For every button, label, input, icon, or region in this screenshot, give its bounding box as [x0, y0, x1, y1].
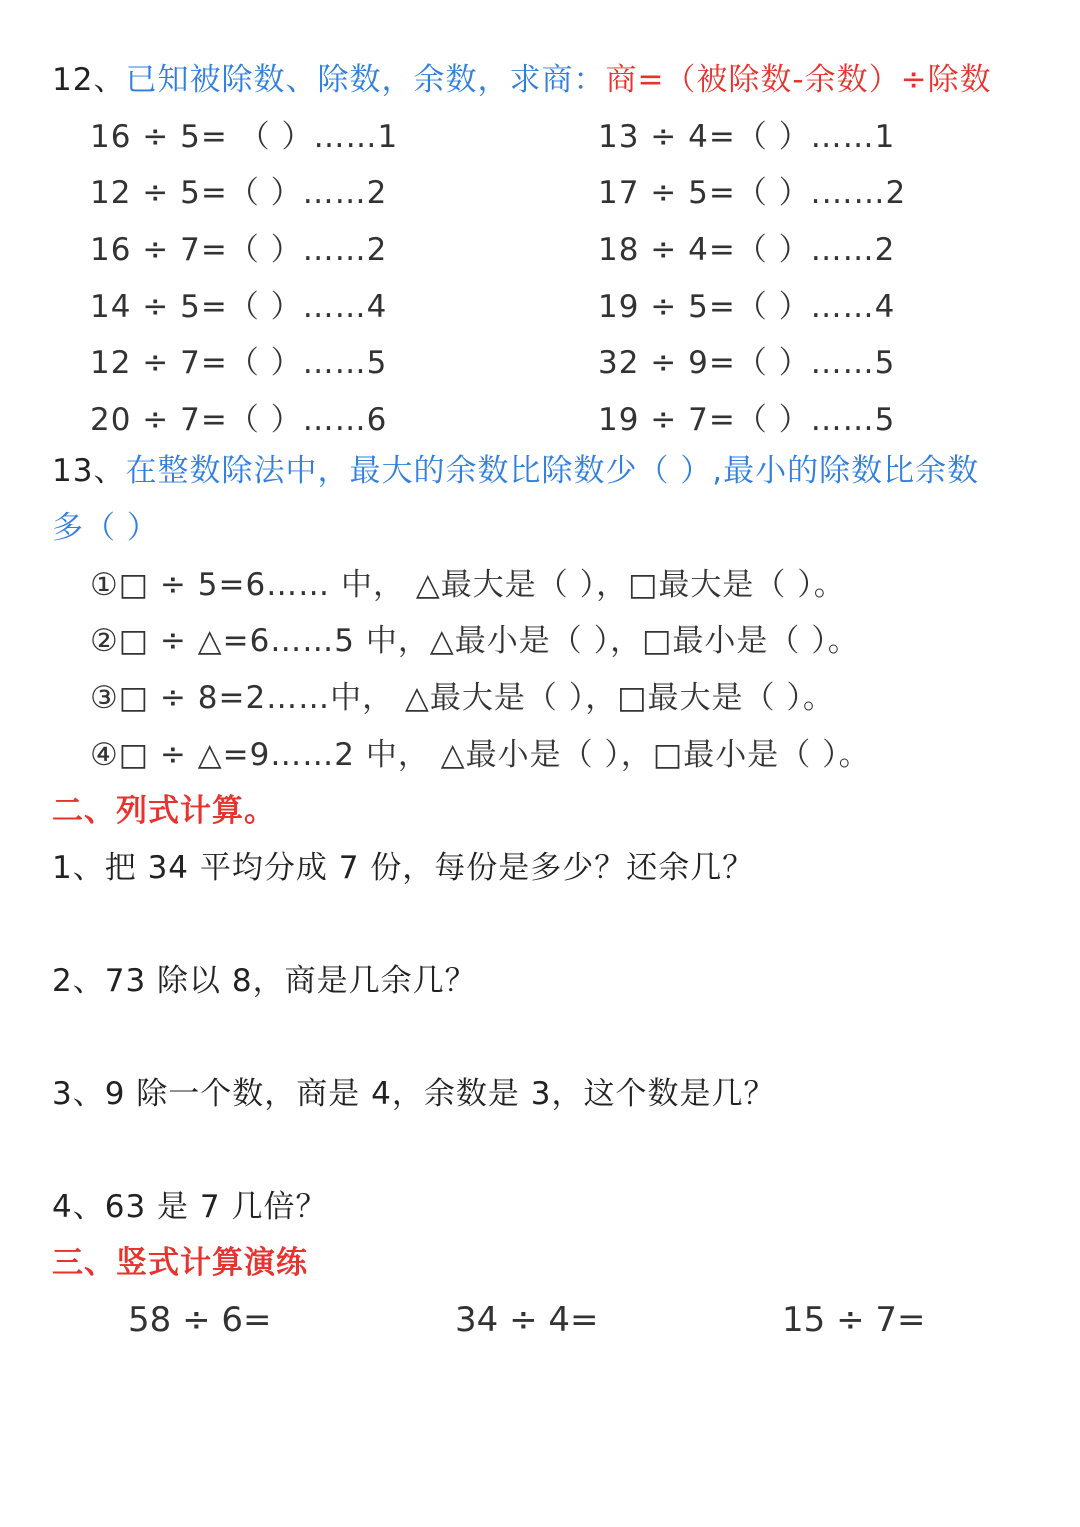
- q13-text-line1: 在整数除法中，最大的余数比除数少（ ）,最小的除数比余数: [125, 453, 980, 489]
- section3-heading: 三、竖式计算演练: [52, 1245, 308, 1281]
- q13-item-4: ④□ ÷ △=9……2 中， △最小是（ ），□最小是（ ）。: [90, 737, 871, 773]
- q12-left-eq-5: 12 ÷ 7=（ ）……5: [90, 345, 388, 381]
- q12-left-eq-6: 20 ÷ 7=（ ）……6: [90, 402, 388, 438]
- q12-text: 已知被除数、除数，余数，求商：: [125, 62, 606, 98]
- section2-question-3: 3、9 除一个数，商是 4，余数是 3，这个数是几？: [52, 1076, 776, 1112]
- q12-right-eq-3: 18 ÷ 4=（ ）……2: [598, 232, 896, 268]
- section2-question-1: 1、把 34 平均分成 7 份，每份是多少？还余几？: [52, 850, 755, 886]
- q12-right-eq-2: 17 ÷ 5=（ ）.……2: [598, 175, 907, 211]
- vertical-problem-1: 58 ÷ 6=: [128, 1300, 272, 1340]
- q13-item-1: ①□ ÷ 5=6…… 中， △最大是（ ），□最大是（ ）。: [90, 567, 846, 603]
- q13-header: [52, 451, 979, 491]
- q12-left-eq-2: 12 ÷ 5=（ ）……2: [90, 175, 388, 211]
- q12-header: [52, 60, 992, 100]
- q13-number: 13、: [52, 453, 126, 489]
- q12-left-eq-4: 14 ÷ 5=（ ）……4: [90, 289, 388, 325]
- q12-right-eq-1: 13 ÷ 4=（ ）……1: [598, 119, 896, 155]
- q13-item-2: ②□ ÷ △=6……5 中，△最小是（ ），□最小是（ ）。: [90, 623, 860, 659]
- section2-question-2: 2、73 除以 8，商是几余几？: [52, 963, 477, 999]
- q13-text-line2: 多（ ）: [52, 510, 159, 546]
- q12-formula: 商=（被除数-余数）÷除数: [605, 62, 992, 98]
- q12-number: 12、: [52, 62, 126, 98]
- section2-question-4: 4、63 是 7 几倍？: [52, 1189, 328, 1225]
- q12-right-eq-6: 19 ÷ 7=（ ）……5: [598, 402, 896, 438]
- section2-heading: 二、列式计算。: [52, 793, 276, 829]
- q12-left-eq-3: 16 ÷ 7=（ ）……2: [90, 232, 388, 268]
- q12-right-eq-5: 32 ÷ 9=（ ）……5: [598, 345, 896, 381]
- vertical-problem-3: 15 ÷ 7=: [782, 1300, 926, 1340]
- q12-right-eq-4: 19 ÷ 5=（ ）……4: [598, 289, 896, 325]
- vertical-problem-2: 34 ÷ 4=: [455, 1300, 599, 1340]
- q13-item-3: ③□ ÷ 8=2……中， △最大是（ ），□最大是（ ）。: [90, 680, 835, 716]
- q12-left-eq-1: 16 ÷ 5= （ ）……1: [90, 119, 399, 155]
